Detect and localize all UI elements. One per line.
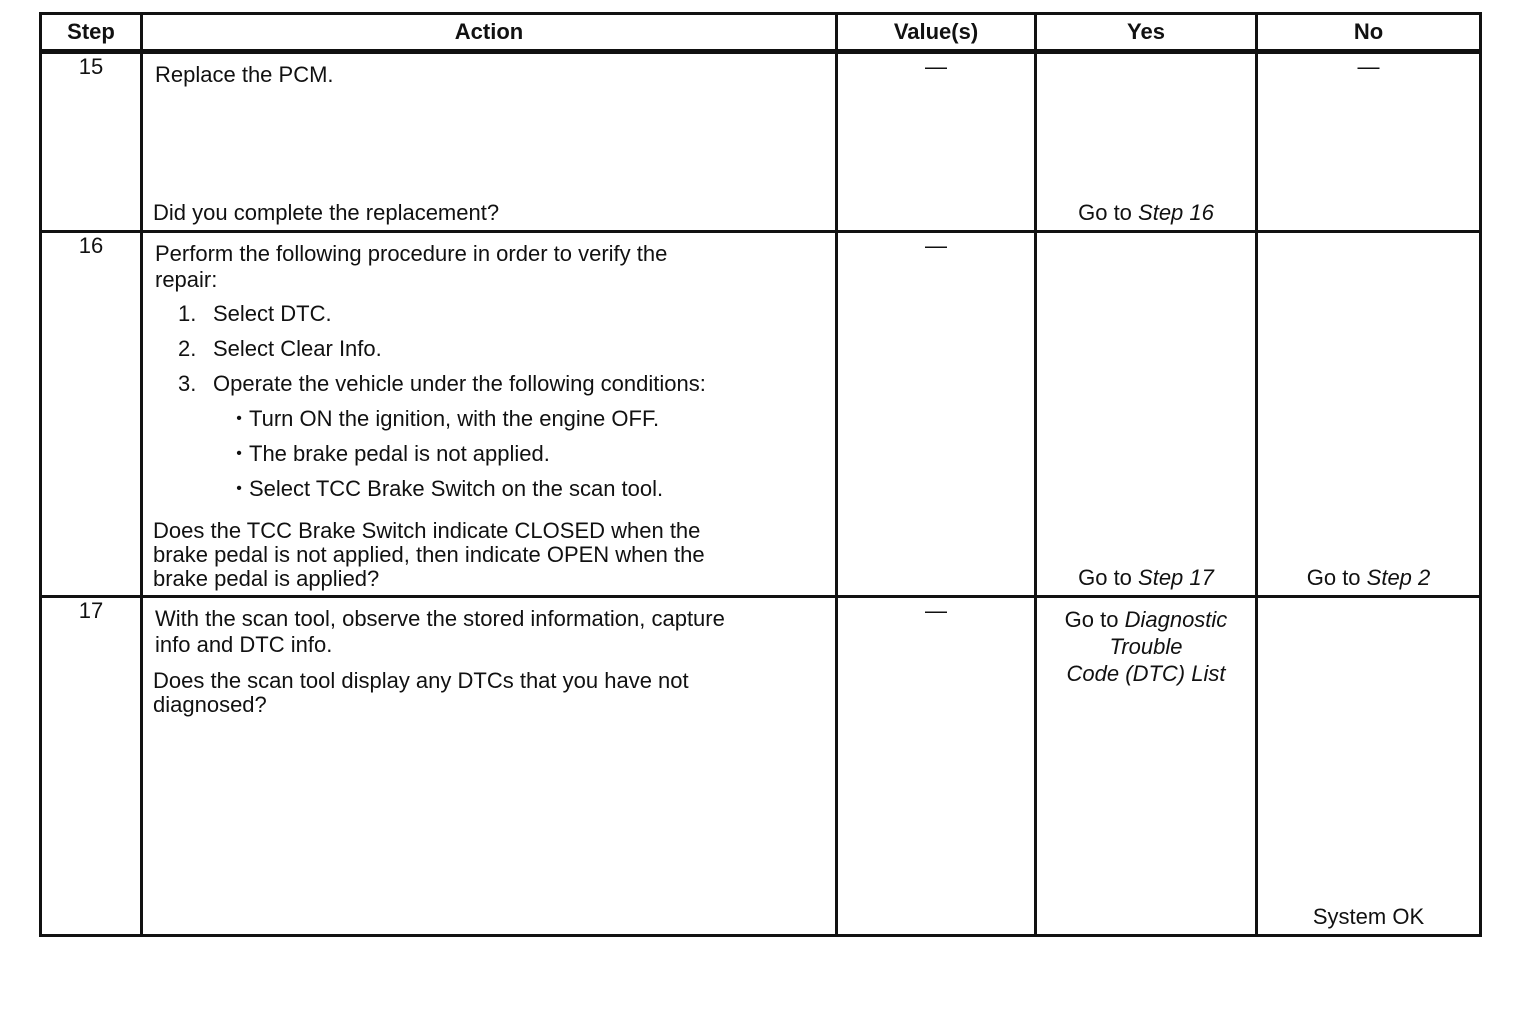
bullet-text: Select TCC Brake Switch on the scan tool. [249, 476, 664, 501]
list-item [155, 336, 825, 362]
bullet-icon: • [236, 410, 242, 427]
yes-cell [1036, 597, 1257, 936]
question-line: Does the TCC Brake Switch indicate CLOSED when the [153, 518, 701, 543]
bullet-item [155, 406, 825, 432]
no-cell: — [1257, 52, 1481, 232]
list-text: Select Clear Info. [213, 336, 382, 361]
bullet-icon: • [236, 445, 242, 462]
system-ok-text: System OK [1312, 904, 1425, 929]
values-cell: — [837, 597, 1036, 936]
list-number: 1. [178, 301, 197, 326]
action-cell [142, 597, 837, 936]
bullet-text: Turn ON the ignition, with the engine OFF. [249, 406, 660, 431]
table-row-step-16 [41, 232, 1481, 597]
header-step: Step [41, 14, 142, 52]
goto-prefix: Go to [1078, 565, 1139, 590]
goto-prefix: Go to [1064, 607, 1125, 632]
header-values: Value(s) [837, 14, 1036, 52]
goto-prefix: Go to [1306, 565, 1367, 590]
step-link[interactable]: Step 2 [1366, 565, 1431, 590]
bullet-icon: • [236, 480, 242, 497]
yes-goto[interactable] [1037, 565, 1255, 591]
table-row-step-15 [41, 52, 1481, 232]
question-line: diagnosed? [153, 692, 267, 717]
diagnostic-table [39, 12, 1482, 937]
dtc-link[interactable]: Trouble [1109, 634, 1183, 659]
dtc-link[interactable]: Diagnostic [1124, 607, 1228, 632]
question-line: Does the scan tool display any DTCs that you have not [153, 668, 689, 693]
action-instruction [155, 241, 825, 511]
bullet-text: The brake pedal is not applied. [249, 441, 550, 466]
action-instruction [155, 606, 825, 716]
step-number: 17 [41, 597, 142, 936]
step-number: 16 [41, 232, 142, 597]
no-goto[interactable] [1258, 565, 1479, 591]
instruction-line: Perform the following procedure in order to verify the [155, 241, 668, 266]
no-cell [1257, 232, 1481, 597]
list-text: Operate the vehicle under the following conditions: [213, 371, 706, 396]
action-question: Did you complete the replacement? [153, 200, 500, 225]
instruction-line: With the scan tool, observe the stored information, capture [155, 606, 725, 631]
list-number: 3. [178, 371, 197, 396]
yes-goto[interactable] [1037, 606, 1255, 687]
instruction-line: repair: [155, 267, 218, 292]
header-row [41, 14, 1481, 52]
step-number: 15 [41, 52, 142, 232]
list-text: Select DTC. [213, 301, 332, 326]
table-row-step-17 [41, 597, 1481, 936]
yes-cell [1036, 52, 1257, 232]
bullet-item [155, 441, 825, 467]
no-cell [1257, 597, 1481, 936]
goto-prefix: Go to [1078, 200, 1139, 225]
bullet-item [155, 476, 825, 502]
action-cell [142, 52, 837, 232]
list-number: 2. [178, 336, 197, 361]
header-no: No [1257, 14, 1481, 52]
list-item [155, 301, 825, 327]
question-line: brake pedal is applied? [153, 566, 380, 591]
numbered-list [155, 301, 825, 502]
values-cell: — [837, 232, 1036, 597]
step-link[interactable]: Step 17 [1138, 565, 1214, 590]
yes-cell [1036, 232, 1257, 597]
header-yes: Yes [1036, 14, 1257, 52]
question-line: brake pedal is not applied, then indicate OPEN when the [153, 542, 705, 567]
header-action: Action [142, 14, 837, 52]
action-question [153, 519, 825, 591]
step-link[interactable]: Step 16 [1138, 200, 1214, 225]
yes-goto[interactable] [1037, 200, 1255, 226]
instruction-line: info and DTC info. [155, 632, 333, 657]
dtc-link[interactable]: Code (DTC) List [1066, 661, 1226, 686]
values-cell: — [837, 52, 1036, 232]
action-cell [142, 232, 837, 597]
action-instruction: Replace the PCM. [155, 62, 334, 87]
list-item [155, 371, 825, 397]
